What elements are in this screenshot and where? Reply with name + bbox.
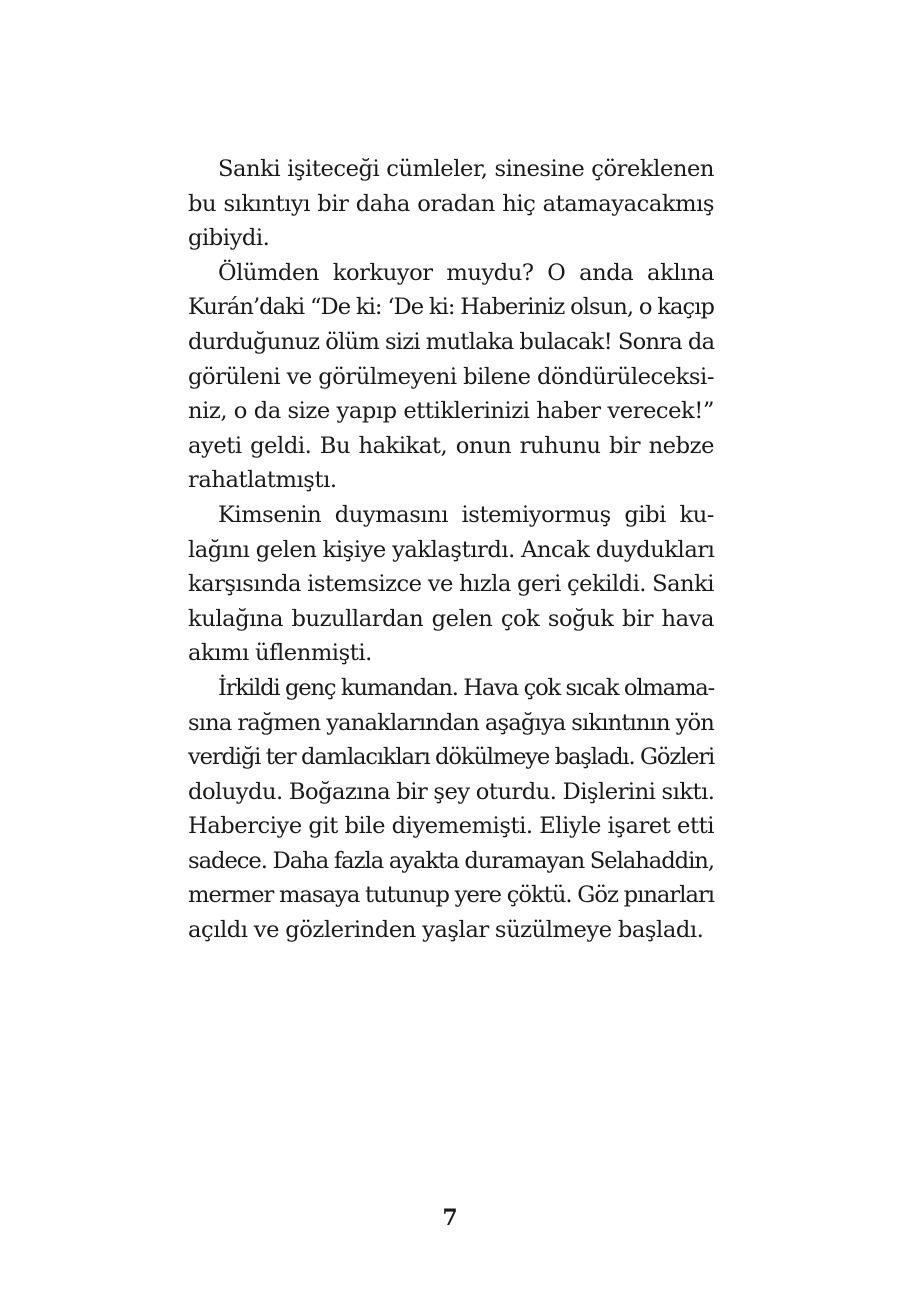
text-line: durduğunuz ölüm sizi mutlaka bulacak! Sonra da — [188, 328, 715, 355]
page-number: 7 — [442, 1205, 458, 1231]
body-text — [188, 152, 714, 948]
text-line: mermer masaya tutunup yere çöktü. Göz pınarları — [188, 882, 715, 909]
paragraph-3 — [188, 498, 714, 671]
text-line: görüleni ve görülmeyeni bilene döndürüleceksi- — [188, 363, 714, 390]
text-line: lağını gelen kişiye yaklaştırdı. Ancak duydukları — [188, 536, 715, 563]
text-line: Ölümden korkuyor muydu? O anda aklına — [218, 259, 714, 286]
text-line: kulağına buzullardan gelen çok soğuk bir hava — [188, 605, 714, 632]
text-line: akımı üflenmişti. — [188, 640, 372, 667]
text-line: açıldı ve gözlerinden yaşlar süzülmeye başladı. — [188, 917, 704, 944]
text-line: sına rağmen yanaklarından aşağıya sıkıntının yön — [188, 709, 714, 736]
paragraph-4 — [188, 671, 714, 948]
text-line: karşısında istemsizce ve hızla geri çekildi. Sanki — [188, 571, 714, 598]
text-line: Sanki işiteceği cümleler, sinesine çöreklenen — [218, 156, 714, 182]
text-line: niz, o da size yapıp ettiklerinizi haber verecek!” — [188, 398, 714, 425]
text-line: rahatlatmıştı. — [188, 467, 337, 494]
text-line: bu sıkıntıyı bir daha oradan hiç atamayacakmış — [188, 190, 714, 217]
text-line: Kurán’daki “De ki: ‘De ki: Haberiniz olsun, o kaçıp — [188, 294, 714, 321]
text-line: gibiydi. — [188, 225, 270, 252]
text-line: doluydu. Boğazına bir şey oturdu. Dişlerini sıktı. — [188, 778, 715, 805]
paragraph-2 — [188, 256, 714, 498]
text-line: İrkildi genç kumandan. Hava çok sıcak olmama- — [218, 674, 715, 701]
text-line: ayeti geldi. Bu hakikat, onun ruhunu bir nebze — [188, 432, 714, 459]
text-line: sadece. Daha fazla ayakta duramayan Selahaddin, — [188, 847, 714, 874]
paragraph-1 — [188, 152, 714, 256]
text-line: Kimsenin duymasını istemiyormuş gibi ku- — [218, 501, 714, 528]
text-line: verdiği ter damlacıkları dökülmeye başladı. Gözleri — [188, 744, 715, 771]
text-line: Haberciye git bile diyememişti. Eliyle işaret etti — [188, 813, 714, 840]
